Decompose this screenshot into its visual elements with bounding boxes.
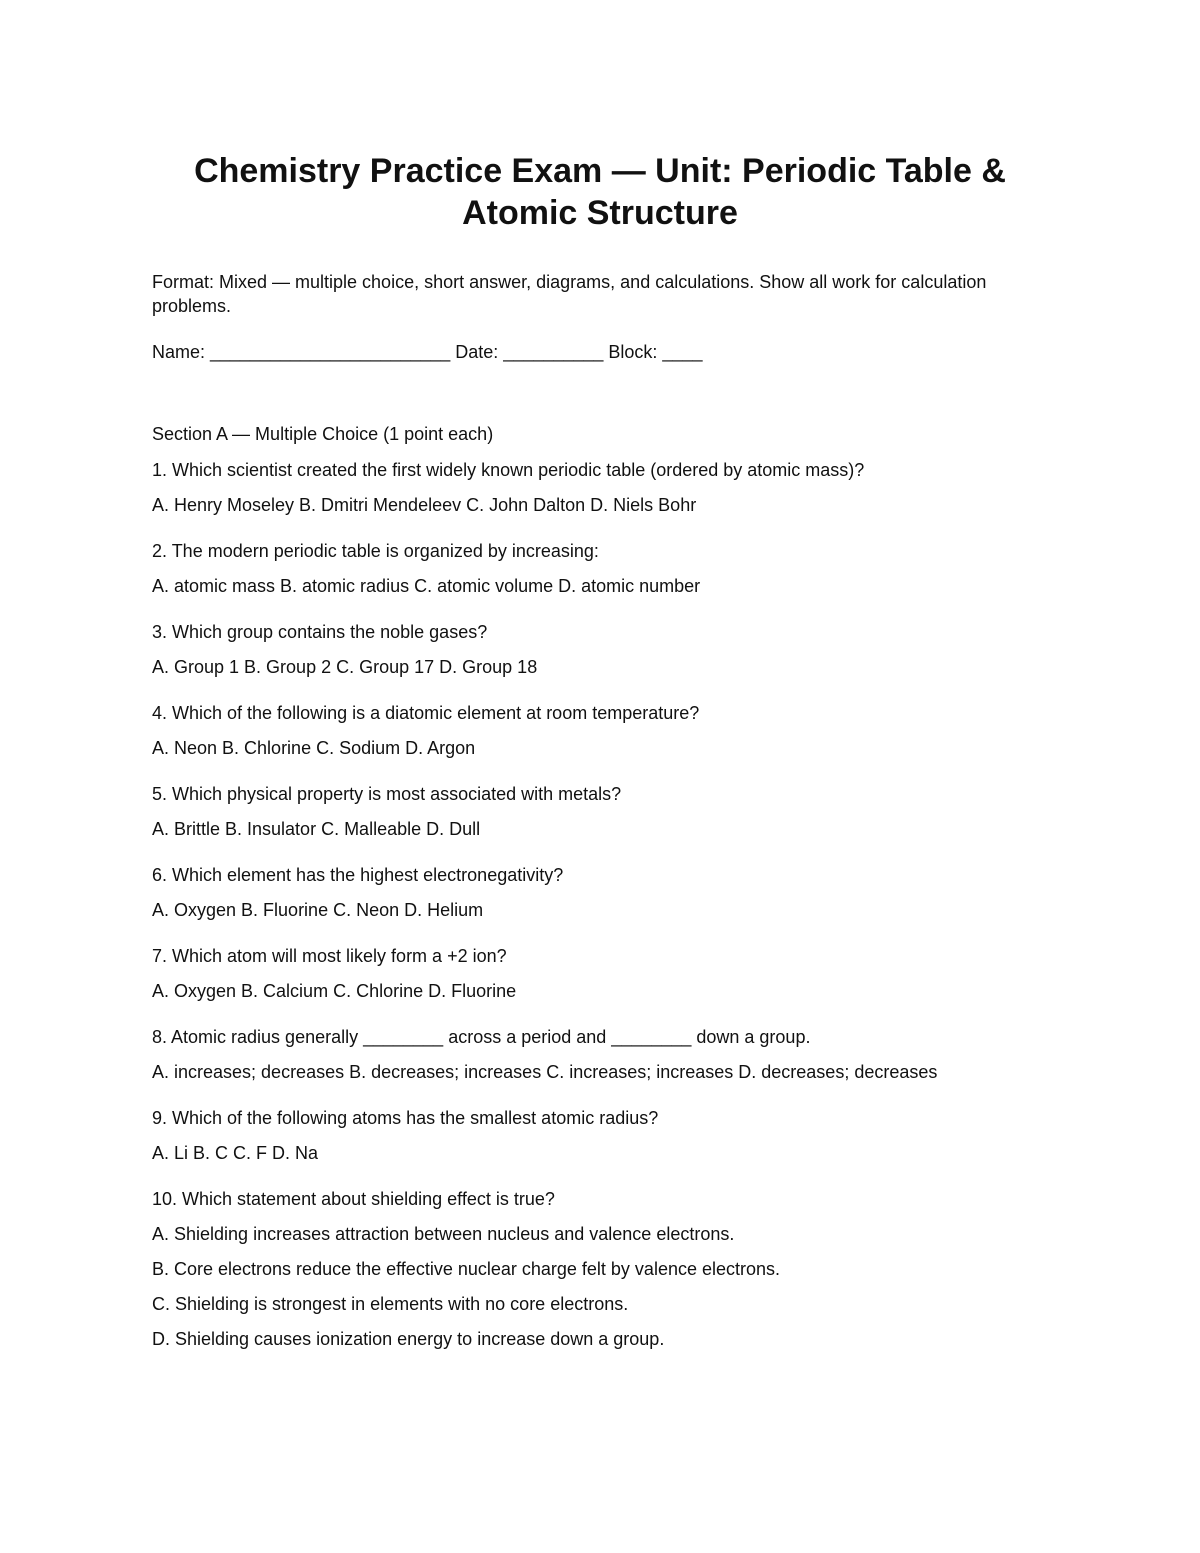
question-choices: A. Neon B. Chlorine C. Sodium D. Argon <box>152 738 476 758</box>
choice-d: D. Shielding causes ionization energy to increase down a group. <box>152 1329 665 1349</box>
choice-a: A. Shielding increases attraction between nucleus and valence electrons. <box>152 1224 735 1244</box>
question-text: 3. Which group contains the noble gases? <box>152 622 488 642</box>
question-9 <box>152 1106 1052 1165</box>
question-text: 1. Which scientist created the first widely known periodic table (ordered by atomic mass)? <box>152 460 865 480</box>
choice-b: B. Core electrons reduce the effective nuclear charge felt by valence electrons. <box>152 1259 781 1279</box>
question-8 <box>152 1025 1052 1084</box>
question-choices: A. atomic mass B. atomic radius C. atomic volume D. atomic number <box>152 576 701 596</box>
question-1 <box>152 458 1052 517</box>
question-text: 9. Which of the following atoms has the smallest atomic radius? <box>152 1108 659 1128</box>
student-info-line: Name: ________________________ Date: __________ Block: ____ <box>152 342 703 362</box>
question-7 <box>152 944 1052 1003</box>
question-text: 6. Which element has the highest electronegativity? <box>152 865 564 885</box>
question-2 <box>152 539 1052 598</box>
question-text: 4. Which of the following is a diatomic element at room temperature? <box>152 703 700 723</box>
section-a-title: Section A — Multiple Choice (1 point each) <box>152 424 494 444</box>
question-5 <box>152 782 1052 841</box>
question-choices: A. increases; decreases B. decreases; increases C. increases; increases D. decreases; decreases <box>152 1062 938 1082</box>
question-4 <box>152 701 1052 760</box>
exam-title: Chemistry Practice Exam — Unit: Periodic Table & Atomic Structure <box>194 152 1006 232</box>
question-6 <box>152 863 1052 922</box>
exam-page <box>152 150 1052 1351</box>
question-choices: A. Group 1 B. Group 2 C. Group 17 D. Group 18 <box>152 657 538 677</box>
question-3 <box>152 620 1052 679</box>
question-choices: A. Li B. C C. F D. Na <box>152 1143 319 1163</box>
question-text: 7. Which atom will most likely form a +2 ion? <box>152 946 507 966</box>
question-text: 5. Which physical property is most associated with metals? <box>152 784 622 804</box>
question-choices: A. Oxygen B. Calcium C. Chlorine D. Fluorine <box>152 981 517 1001</box>
question-10 <box>152 1187 1052 1351</box>
format-instructions: Format: Mixed — multiple choice, short answer, diagrams, and calculations. Show all work for calculation problems. <box>152 272 987 316</box>
question-text: 2. The modern periodic table is organized by increasing: <box>152 541 599 561</box>
question-choices: A. Oxygen B. Fluorine C. Neon D. Helium <box>152 900 484 920</box>
question-choices: A. Henry Moseley B. Dmitri Mendeleev C. John Dalton D. Niels Bohr <box>152 495 697 515</box>
question-choices: A. Brittle B. Insulator C. Malleable D. Dull <box>152 819 481 839</box>
question-text: 8. Atomic radius generally ________ across a period and ________ down a group. <box>152 1027 811 1047</box>
choice-c: C. Shielding is strongest in elements with no core electrons. <box>152 1294 629 1314</box>
question-text: 10. Which statement about shielding effect is true? <box>152 1189 555 1209</box>
